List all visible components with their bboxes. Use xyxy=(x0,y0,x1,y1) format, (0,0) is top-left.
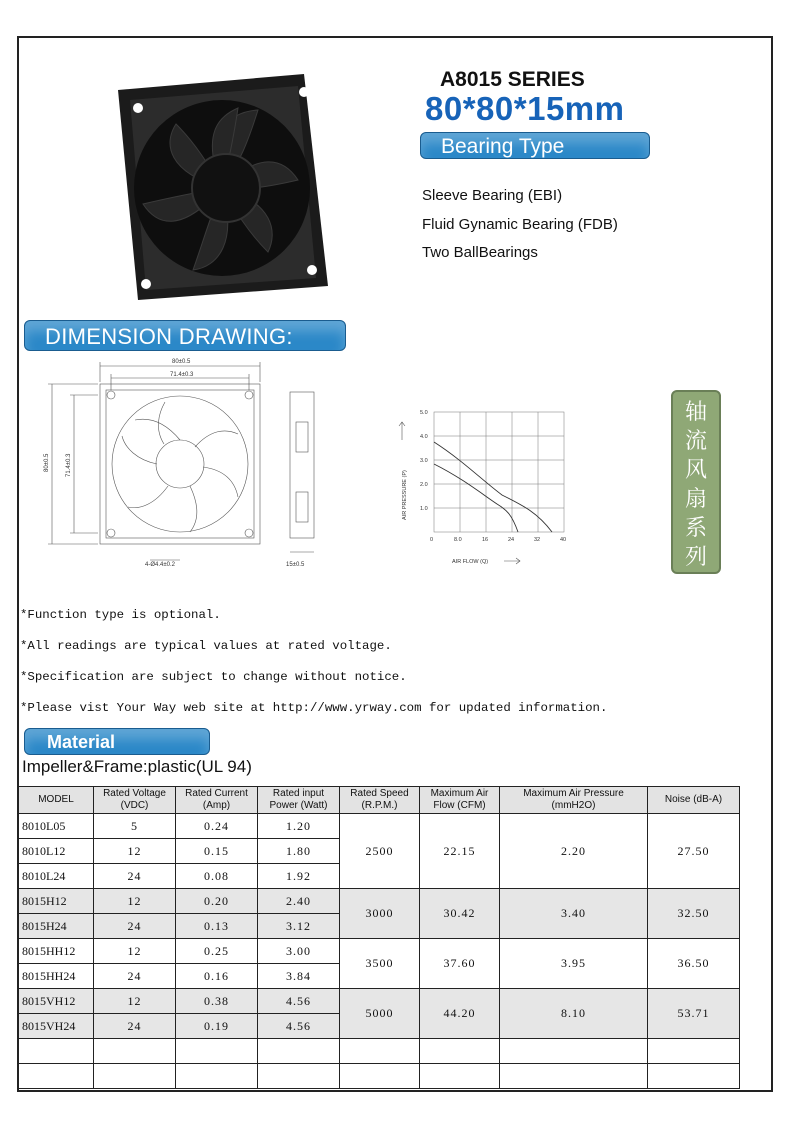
cell-flow: 22.15 xyxy=(420,814,500,889)
cell-noise: 53.71 xyxy=(648,989,740,1039)
col-header: Noise (dB-A) xyxy=(648,787,740,814)
cell-voltage: 12 xyxy=(94,939,176,964)
cell-voltage: 12 xyxy=(94,839,176,864)
cell-pressure: 3.40 xyxy=(500,889,648,939)
cell-voltage: 5 xyxy=(94,814,176,839)
cell-model: 8015VH12 xyxy=(19,989,94,1014)
cell-power: 1.92 xyxy=(258,864,340,889)
y-axis-label: AIR PRESSURE (P) xyxy=(402,470,408,520)
cell-noise: 27.50 xyxy=(648,814,740,889)
side-tag-char: 列 xyxy=(684,545,707,570)
x-tick: 24 xyxy=(508,537,515,543)
bearing-item: Sleeve Bearing (EBI) xyxy=(422,187,563,204)
cell-model: 8015HH12 xyxy=(19,939,94,964)
cell-power: 3.12 xyxy=(258,914,340,939)
cell-power: 1.20 xyxy=(258,814,340,839)
cell-current: 0.19 xyxy=(176,1014,258,1039)
cell-speed: 3500 xyxy=(340,939,420,989)
dim-outer-height: 80±0.5 xyxy=(44,453,50,472)
pq-curve xyxy=(392,400,592,570)
side-tag-char: 风 xyxy=(684,458,707,483)
side-tag-char: 轴 xyxy=(684,400,707,425)
cell-current: 0.08 xyxy=(176,864,258,889)
col-header: Rated Current (Amp) xyxy=(176,787,258,814)
dim-hole-pitch: 71.4±0.3 xyxy=(170,372,194,378)
table-row xyxy=(19,939,740,964)
y-tick: 2.0 xyxy=(420,482,428,488)
series-title: A8015 SERIES xyxy=(440,68,585,91)
cell-model: 8010L12 xyxy=(19,839,94,864)
cell-voltage: 24 xyxy=(94,914,176,939)
note: *Function type is optional. xyxy=(20,608,221,622)
col-header: MODEL xyxy=(19,787,94,814)
cell-voltage: 12 xyxy=(94,989,176,1014)
note: *All readings are typical values at rated voltage. xyxy=(20,639,392,653)
col-header: Maximum Air Flow (CFM) xyxy=(420,787,500,814)
cell-flow: 44.20 xyxy=(420,989,500,1039)
cell-pressure: 8.10 xyxy=(500,989,648,1039)
x-tick: 32 xyxy=(534,537,541,543)
series-side-tag xyxy=(671,390,721,574)
col-header: Rated Speed (R.P.M.) xyxy=(340,787,420,814)
bearing-type-banner: Bearing Type xyxy=(420,132,650,159)
x-tick: 40 xyxy=(560,537,567,543)
cell-power: 4.56 xyxy=(258,1014,340,1039)
cell-speed: 2500 xyxy=(340,814,420,889)
cell-pressure: 3.95 xyxy=(500,939,648,989)
cell-model: 8010L24 xyxy=(19,864,94,889)
cell-pressure: 2.20 xyxy=(500,814,648,889)
cell-model: 8010L05 xyxy=(19,814,94,839)
cell-voltage: 24 xyxy=(94,964,176,989)
cell-model: 8015VH24 xyxy=(19,1014,94,1039)
note: *Specification are subject to change without notice. xyxy=(20,670,407,684)
side-tag-char: 系 xyxy=(684,516,707,541)
x-axis-label: AIR FLOW (Q) xyxy=(452,559,489,565)
col-header: Maximum Air Pressure (mmH2O) xyxy=(500,787,648,814)
x-tick: 8.0 xyxy=(454,537,462,543)
cell-speed: 3000 xyxy=(340,889,420,939)
side-tag-char: 扇 xyxy=(684,487,707,512)
y-tick: 5.0 xyxy=(420,410,428,416)
cell-voltage: 24 xyxy=(94,1014,176,1039)
empty-row xyxy=(19,1039,740,1064)
note: *Please vist Your Way web site at http://www.yrway.com for updated information. xyxy=(20,701,608,715)
cell-noise: 32.50 xyxy=(648,889,740,939)
col-header: Rated Voltage (VDC) xyxy=(94,787,176,814)
cell-voltage: 24 xyxy=(94,864,176,889)
material-banner: Material xyxy=(24,728,210,755)
cell-voltage: 12 xyxy=(94,889,176,914)
empty-row xyxy=(19,1064,740,1089)
cell-power: 4.56 xyxy=(258,989,340,1014)
cell-power: 2.40 xyxy=(258,889,340,914)
dim-thickness: 15±0.5 xyxy=(286,562,305,568)
cell-model: 8015HH24 xyxy=(19,964,94,989)
cell-flow: 30.42 xyxy=(420,889,500,939)
col-header: Rated input Power (Watt) xyxy=(258,787,340,814)
bearing-item: Two BallBearings xyxy=(422,244,538,261)
side-tag-char: 流 xyxy=(684,429,707,454)
cell-model: 8015H24 xyxy=(19,914,94,939)
cell-power: 1.80 xyxy=(258,839,340,864)
cell-power: 3.00 xyxy=(258,939,340,964)
cell-current: 0.16 xyxy=(176,964,258,989)
cell-current: 0.25 xyxy=(176,939,258,964)
table-row xyxy=(19,889,740,914)
table-row xyxy=(19,989,740,1014)
material-description: Impeller&Frame:plastic(UL 94) xyxy=(22,757,252,776)
cell-flow: 37.60 xyxy=(420,939,500,989)
cell-current: 0.38 xyxy=(176,989,258,1014)
x-tick: 16 xyxy=(482,537,489,543)
notes xyxy=(20,605,607,729)
x-tick-origin: 0 xyxy=(430,537,434,543)
dim-outer-width: 80±0.5 xyxy=(172,359,191,365)
cell-power: 3.84 xyxy=(258,964,340,989)
cell-noise: 36.50 xyxy=(648,939,740,989)
y-tick: 3.0 xyxy=(420,458,428,464)
cell-current: 0.13 xyxy=(176,914,258,939)
dim-hole-pitch-v: 71.4±0.3 xyxy=(66,453,72,477)
table-row xyxy=(19,814,740,839)
dim-holes: 4-Ø4.4±0.2 xyxy=(145,562,175,568)
spec-table xyxy=(18,786,740,1089)
cell-model: 8015H12 xyxy=(19,889,94,914)
cell-current: 0.15 xyxy=(176,839,258,864)
cell-current: 0.20 xyxy=(176,889,258,914)
fan-photo xyxy=(108,72,330,302)
dimension-drawing-banner: DIMENSION DRAWING: xyxy=(24,320,346,351)
cell-current: 0.24 xyxy=(176,814,258,839)
bearing-item: Fluid Gynamic Bearing (FDB) xyxy=(422,215,618,233)
bearing-list xyxy=(422,182,618,268)
y-tick: 4.0 xyxy=(420,434,428,440)
dimension-drawing xyxy=(40,352,330,577)
size-title: 80*80*15mm xyxy=(425,90,625,127)
cell-speed: 5000 xyxy=(340,989,420,1039)
y-tick: 1.0 xyxy=(420,506,428,512)
